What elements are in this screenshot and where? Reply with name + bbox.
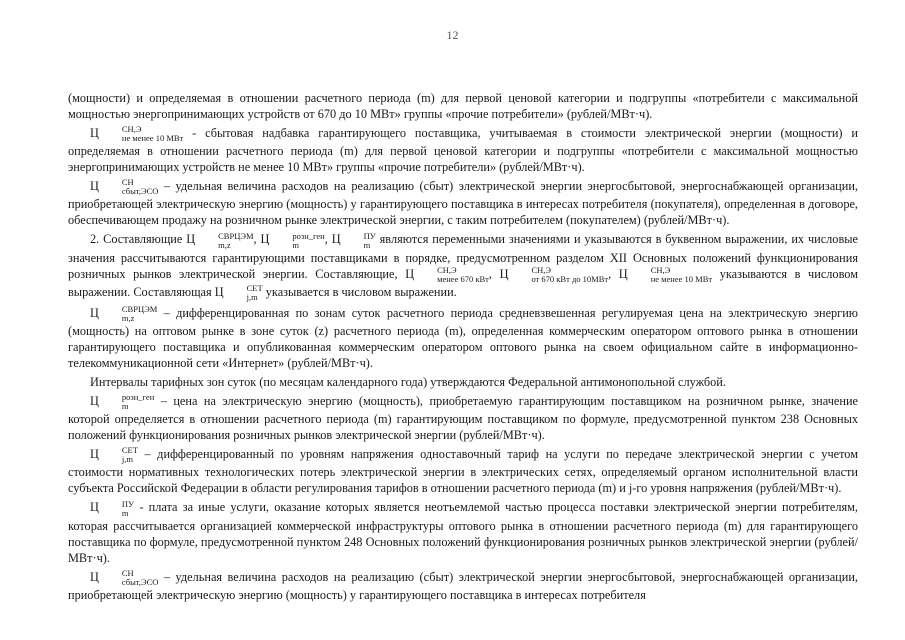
paragraph-tariff-zones xyxy=(68,374,858,390)
paragraph-text: Интервалы тарифных зон суток (по месяцам календарного года) утверждаются Федеральной антимонопольной службой. xyxy=(90,375,726,390)
paragraph-components: 2. Составляющие Ц СВРЦЭМ m,z , Ц розн_ген m , Ц ПУ m являются переменными значениями и указываются в буквенном выражении, их числовые значения рассчитываются гарантирующими поставщиками в порядке, предусмотренном разделом XII Основных положений функционирования розничных рынков электрической энергии. Составляющие, Ц СН,Э менее 670 кВт , Ц СН,Э от 670 кВт до 10МВт , Ц СН,Э не менее 10 МВт указываются в числовом выражении. Составляющая Ц СЕТ j,m указывается в числовом выражении. xyxy=(68,230,858,302)
paragraph-text: (мощности) и определяемая в отношении расчетного периода (m) для первой ценовой категории и подгруппы «потребители с максимальной мощностью энергопринимающих устройств от 670 до 10 МВт» группы «прочие потребители» (рублей/МВт·ч). xyxy=(68,91,858,121)
paragraph-continuation xyxy=(68,90,858,122)
paragraph-network-tariff xyxy=(68,446,858,496)
paragraph-wholesale-price xyxy=(68,305,858,371)
formula-symbol: Ц СН,Э не менее 10 МВт xyxy=(618,264,713,284)
page-number: 12 xyxy=(446,28,459,42)
paragraph-text: указываются в числовом выражении. Составляющая xyxy=(68,266,858,299)
paragraph-text: – удельная величина расходов на реализацию (сбыт) электрической энергии энергосбытовой, энергоснабжающей организации, приобретающей электрическую энергию (мощность) у гарантирующего поставщика в интересах потребителя (покупателя), определенная в договоре, обеспечивающем продажу на розничном рынке электрической энергии, с таким потребителем (покупателем) (рублей/МВт·ч). xyxy=(68,179,858,228)
paragraph-text: указывается в числовом выражении. xyxy=(265,284,457,299)
formula-symbol: Ц СЕТ j,m xyxy=(90,445,138,465)
formula-symbol: Ц СЕТ j,m xyxy=(214,282,263,302)
paragraph-text: - сбытовая надбавка гарантирующего поставщика, учитываемая в стоимости электрической энергии (мощности) и определяемая в отношении расчетного периода (m) для первой ценовой категории и подгруппы «потребители с максимальной мощностью энергопринимающих устройств не менее 10 МВт» группы «прочие потребители» (рублей/МВт·ч). xyxy=(68,126,858,175)
formula-symbol: Ц ПУ m xyxy=(90,498,135,518)
paragraph-text: – дифференцированная по зонам суток расчетного периода средневзвешенная регулируемая цена на электрическую энергию (мощность) на оптовом рынке в зоне суток (z) расчетного периода (m), определенная коммерческим оператором оптового рынка в отношении гарантирующего поставщика и опубликованная коммерческим оператором оптового рынка на своем официальном сайте в информационно-телекоммуникационной сети «Интернет» (рублей/МВт·ч). xyxy=(68,305,858,371)
formula-symbol: Ц СВРЦЭМ m,z xyxy=(186,230,254,250)
paragraph-text: - плата за иные услуги, оказание которых является неотъемлемой частью процесса поставки электрической энергии потребителям, которая рассчитывается организацией коммерческой инфраструктуры оптового рынка в отношении расчетного периода (m) для гарантирующего поставщика по формуле, предусмотренной пунктом 248 Основных положений функционирования розничных рынков электрической энергии (рублей/МВт·ч). xyxy=(68,500,859,565)
paragraph-retail-price xyxy=(68,393,858,443)
paragraph-text: являются переменными значениями и указываются в буквенном выражении, их числовые значения рассчитываются гарантирующими поставщиками в порядке, предусмотренном разделом XII Основных положений функционирования розничных рынков электрической энергии. Составляющие, xyxy=(68,232,858,281)
paragraph-surcharge-10mw xyxy=(68,125,858,175)
formula-symbol: Ц розн_ген m xyxy=(260,230,325,250)
paragraph-other-services xyxy=(68,499,858,565)
formula-symbol: Ц СН,Э не менее 10 МВт xyxy=(90,124,184,144)
formula-symbol: Ц СН,Э менее 670 кВт xyxy=(405,264,489,284)
paragraph-text: – дифференцированный по уровням напряжения одноставочный тариф на услуги по передаче электрической энергии с учетом стоимости нормативных технологических потерь электрической энергии в электрических сетях, определяемый органом исполнительной власти субъекта Российской Федерации в области регулирования тарифов в отношении расчетного периода (m) и j-го уровня напряжения (рублей/МВт·ч). xyxy=(68,447,858,496)
paragraph-sales-cost xyxy=(68,178,858,228)
formula-symbol: Ц СН,Э от 670 кВт до 10МВт xyxy=(499,264,609,284)
document-body xyxy=(68,90,858,606)
paragraph-text: 2. Составляющие xyxy=(90,232,183,247)
formula-symbol: Ц СН сбыт,ЭСО xyxy=(90,567,159,587)
paragraph-text: – удельная величина расходов на реализацию (сбыт) электрической энергии энергосбытовой, энергоснабжающей организации, приобретающей электрическую энергию (мощность) у гарантирующего поставщика в интересах потребителя xyxy=(68,569,858,602)
paragraph-text: – цена на электрическую энергию (мощность), приобретаемую гарантирующим поставщиком на розничном рынке, значение которой определяется в отношении расчетного периода (m) гарантирующим поставщиком по формуле, предусмотренной пунктом 238 Основных положений функционирования розничных рынков электрической энергии (рублей/МВт·ч). xyxy=(68,394,858,443)
formula-symbol: Ц СВРЦЭМ m,z xyxy=(90,304,158,324)
paragraph-sales-cost-repeat xyxy=(68,569,858,603)
formula-symbol: Ц ПУ m xyxy=(331,230,376,250)
formula-symbol: Ц розн_ген m xyxy=(90,392,155,412)
formula-symbol: Ц СН сбыт,ЭСО xyxy=(90,177,159,197)
